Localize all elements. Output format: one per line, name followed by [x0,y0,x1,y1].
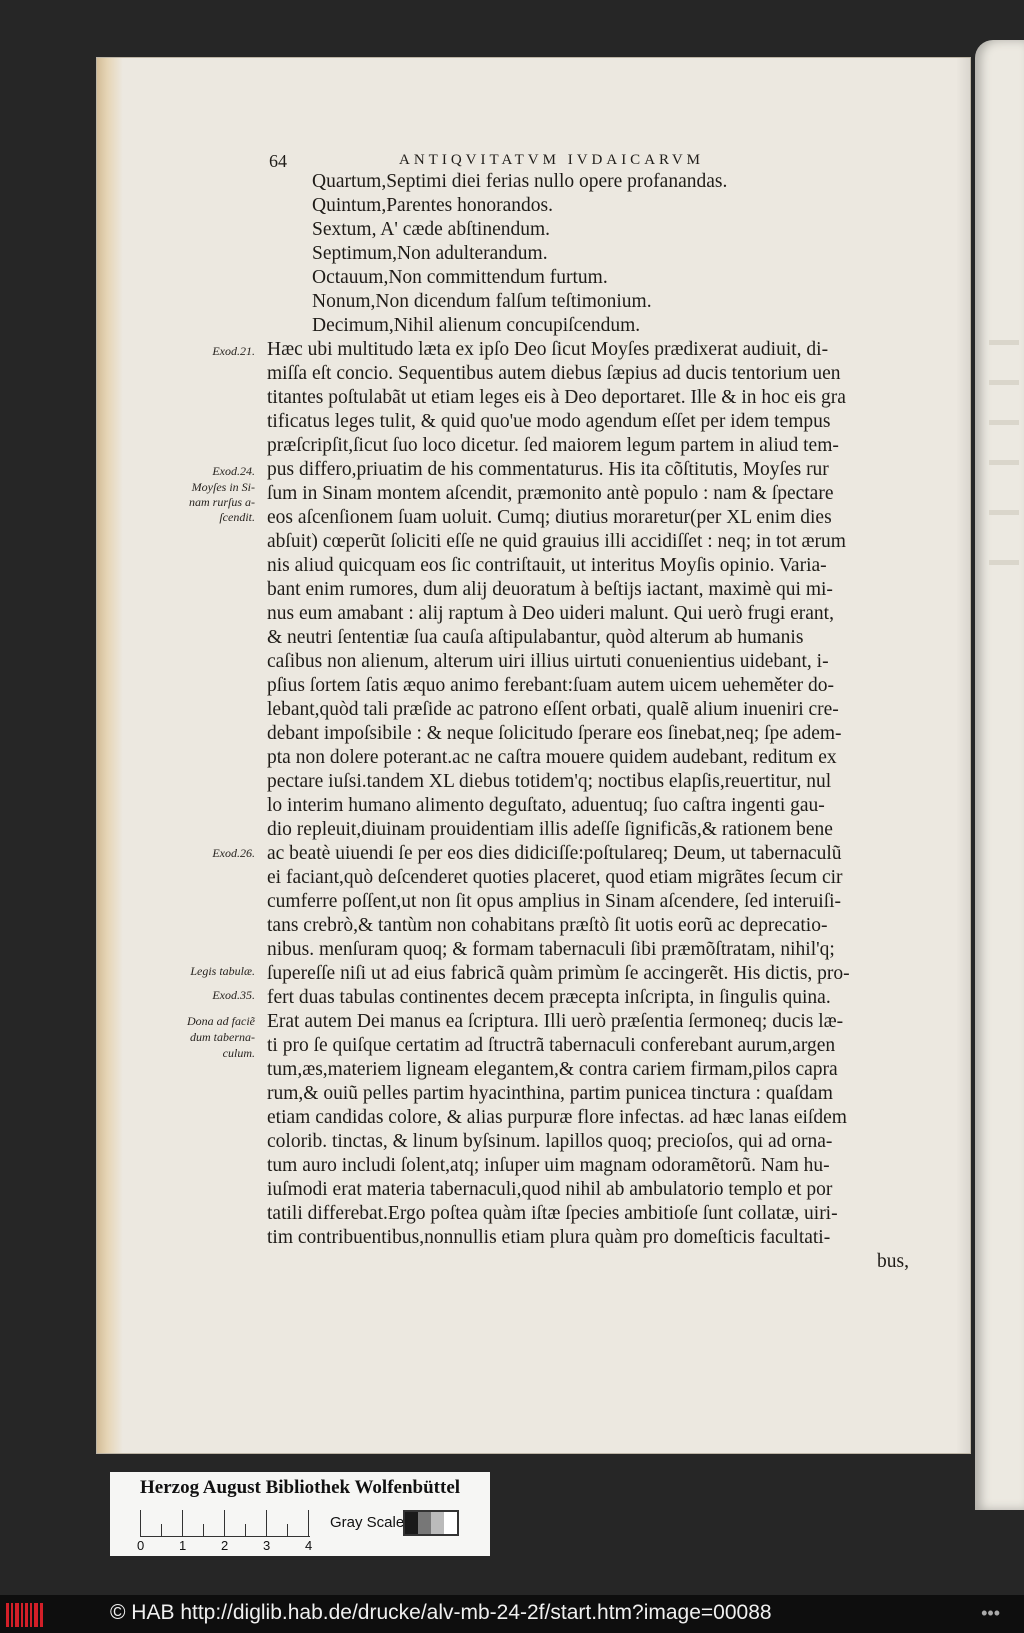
page-number: 64 [269,151,287,171]
ruler-number: 3 [263,1538,271,1553]
running-head-title: ANTIQVITATVM IVDAICARVM [399,152,704,168]
text-line: ei faciant,quò deſcenderet quoties placeret, quod etiam migrãtes ſecum cir [267,867,843,888]
text-line: pus differo,priuatim de his commentaturus. His ita cõſtitutis, Moyſes rur [267,459,829,480]
more-icon[interactable]: ••• [981,1603,1000,1623]
margin-note-line: dum taberna- [190,1030,255,1044]
text-line: titantes poſtulabãt ut etiam leges eis à Deo deportaret. Ille & in hoc eis gra [267,387,846,408]
list-line: Quartum,Septimi diei ferias nullo opere profanandas. [312,171,728,192]
ruler-number: 1 [179,1538,187,1553]
text-line: pſius ſortem ſatis æquo animo ferebant:ſuam autem uicem ueheměter do- [267,675,834,696]
text-line: & neutri ſententiæ ſua cauſa aſtipulabantur, quòd alterum ab humanis [267,627,804,648]
text-line: ſum in Sinam montem aſcendit, præmonito antè populo : nam & ſpectare [267,483,834,504]
gray-scale-swatch [403,1510,459,1536]
page-text [97,58,970,1453]
text-line: etiam candidas colore, & alias purpuræ flore infectas. ad hæc lanas eiſdem [267,1107,847,1128]
text-line: præſcripſit,ſicut ſuo loco dicetur. ſed maiorem legum partem in aliud tem- [267,435,839,456]
library-color-card [110,1472,490,1556]
text-line: fert duas tabulas continentes decem præcepta inſcripta, in ſingulis quina. [267,987,831,1008]
margin-note-line: nam rurſus a- [188,495,255,509]
catchword: bus, [877,1251,909,1272]
footer-url[interactable]: © HAB http://diglib.hab.de/drucke/alv-mb-24-2f/start.htm?image=00088 [110,1601,772,1624]
text-line: lo interim humano alimento deguſtato, aduentuq; ſuo caſtra ingenti gau- [267,795,825,816]
margin-note-line: culum. [222,1046,255,1060]
footer-bar [0,1595,1024,1633]
margin-note-line: ſcendit. [219,510,255,524]
list-line: Decimum,Nihil alienum concupiſcendum. [312,315,641,336]
adjacent-page-edge [975,40,1024,1510]
text-line: nus eum amabant : alij raptum à Deo uideri malunt. Qui uerò frugi erant, [267,603,834,624]
text-line: tum auro includi ſolent,atq; inſuper uim magnam odoramẽtorũ. Nam hu- [267,1155,830,1176]
text-line: abſuit) cœperũt ſoliciti eſſe ne quid grauius illi accidiſſet : neq; in tot ærum [267,531,846,552]
text-line: nibus. menſuram quoq; & formam tabernaculi ſibi præmõſtratam, nihil'q; [267,939,835,960]
margin-note-line: Dona ad faciẽ [187,1014,255,1028]
text-line: ac beatè uiuendi ſe per eos dies didiciſſe:poſtulareq; Deum, ut tabernaculũ [267,843,842,864]
list-line: Nonum,Non dicendum falſum teſtimonium. [312,291,652,312]
list-line: Octauum,Non committendum furtum. [312,267,608,288]
text-line: miſſa eſt concio. Sequentibus autem diebus ſæpius ad ducis tentorium uen [267,363,841,384]
text-line: eos aſcenſionem ſuam uoluit. Cumq; diutius moraretur(per XL enim dies [267,507,832,528]
text-line: colorib. tinctas, & linum byſsinum. lapillos quoq; precioſos, qui ad orna- [267,1131,833,1152]
text-line: Hæc ubi multitudo læta ex ipſo Deo ſicut Moyſes prædixerat audiuit, di- [267,339,829,360]
text-line: caſibus non alienum, alterum uiri illius uirtuti conuenientius uidebant, i- [267,651,829,672]
text-line: bant enim rumores, dum alij deuoratum à beſtijs iactant, maximè qui mi- [267,579,833,600]
ruler-number: 0 [137,1538,145,1553]
text-line: pectare iuſsi.tandem XL diebus totidem'q; noctibus elapſis,reuertitur, nul [267,771,832,792]
text-line: tificatus leges tulit, & quid quo'ue modo agendum eſſet per idem tempus [267,411,831,432]
text-line: Erat autem Dei manus ea ſcriptura. Illi uerò præſentia ſermoneq; ducis læ- [267,1011,844,1032]
margin-note-exod21: Exod.21. [212,344,255,358]
ruler-number: 4 [305,1538,313,1553]
text-line: tim contribuentibus,nonnullis etiam plura quàm pro domeſticis facultati- [267,1227,831,1248]
hab-logo-icon [6,1603,46,1627]
text-line: dio repleuit,diuinam prouidentiam illis adeſſe ſignificãs,& rationem bene [267,819,833,840]
book-page [97,58,970,1453]
text-line: iuſmodi erat materia tabernaculi,quod nihil ab ambulatorio templo et por [267,1179,833,1200]
margin-note-exod35: Exod.35. [212,988,255,1002]
text-line: lebant,quòd tali præſide ac patrono eſſent orbati, qualẽ alium inueniri cre- [267,699,839,720]
text-line: nis aliud quicquam eos ſic contriſtauit, ut interitus Moyſis opinio. Varia- [267,555,827,576]
text-line: debant impoſsibile : & neque ſolicitudo ſperare eos ſinebat,neq; ſpe adem- [267,723,842,744]
gray-scale-label: Gray Scale [330,1514,405,1531]
text-line: ti pro ſe quiſque certatim ad ſtructrã tabernaculi conferebant aurum,argen [267,1035,836,1056]
text-line: tatili differebat.Ergo poſtea quàm iſtæ ſpecies ambitioſe ſunt collatæ, uiri- [267,1203,838,1224]
text-line: tum,æs,materiem ligneam elegantem,& contra cariem firmam,pilos capra [267,1059,838,1080]
list-line: Quintum,Parentes honorandos. [312,195,554,216]
margin-note-line: Moyſes in Si- [191,480,255,494]
margin-note-exod26: Exod.26. [212,846,255,860]
library-name: Herzog August Bibliothek Wolfenbüttel [140,1477,461,1498]
margin-note-exod24: Exod.24. [212,464,255,478]
ruler [140,1510,310,1537]
text-line: ſupereſſe niſi ut ad eius fabricã quàm primùm ſe accingerẽt. His dictis, pro- [267,963,850,984]
margin-note-legis: Legis tabulæ. [190,964,255,978]
text-line: rum,& ouiũ pelles partim hyacinthina, partim punicea tinctura : quaſdam [267,1083,833,1104]
list-line: Septimum,Non adulterandum. [312,243,548,264]
ruler-number: 2 [221,1538,229,1553]
text-line: cumferre poſſent,ut non ſit opus amplius in Sinam aſcendere, ſed interuiſi- [267,891,842,912]
text-line: pta non dolere poterant.ac ne caſtra mouere quidem audebant, reditum ex [267,747,837,768]
list-line: Sextum, A' cæde abſtinendum. [312,219,551,240]
text-line: tans crebrò,& tantùm non cohabitans præſtò ſit uotis eorũ ac deprecatio- [267,915,828,936]
